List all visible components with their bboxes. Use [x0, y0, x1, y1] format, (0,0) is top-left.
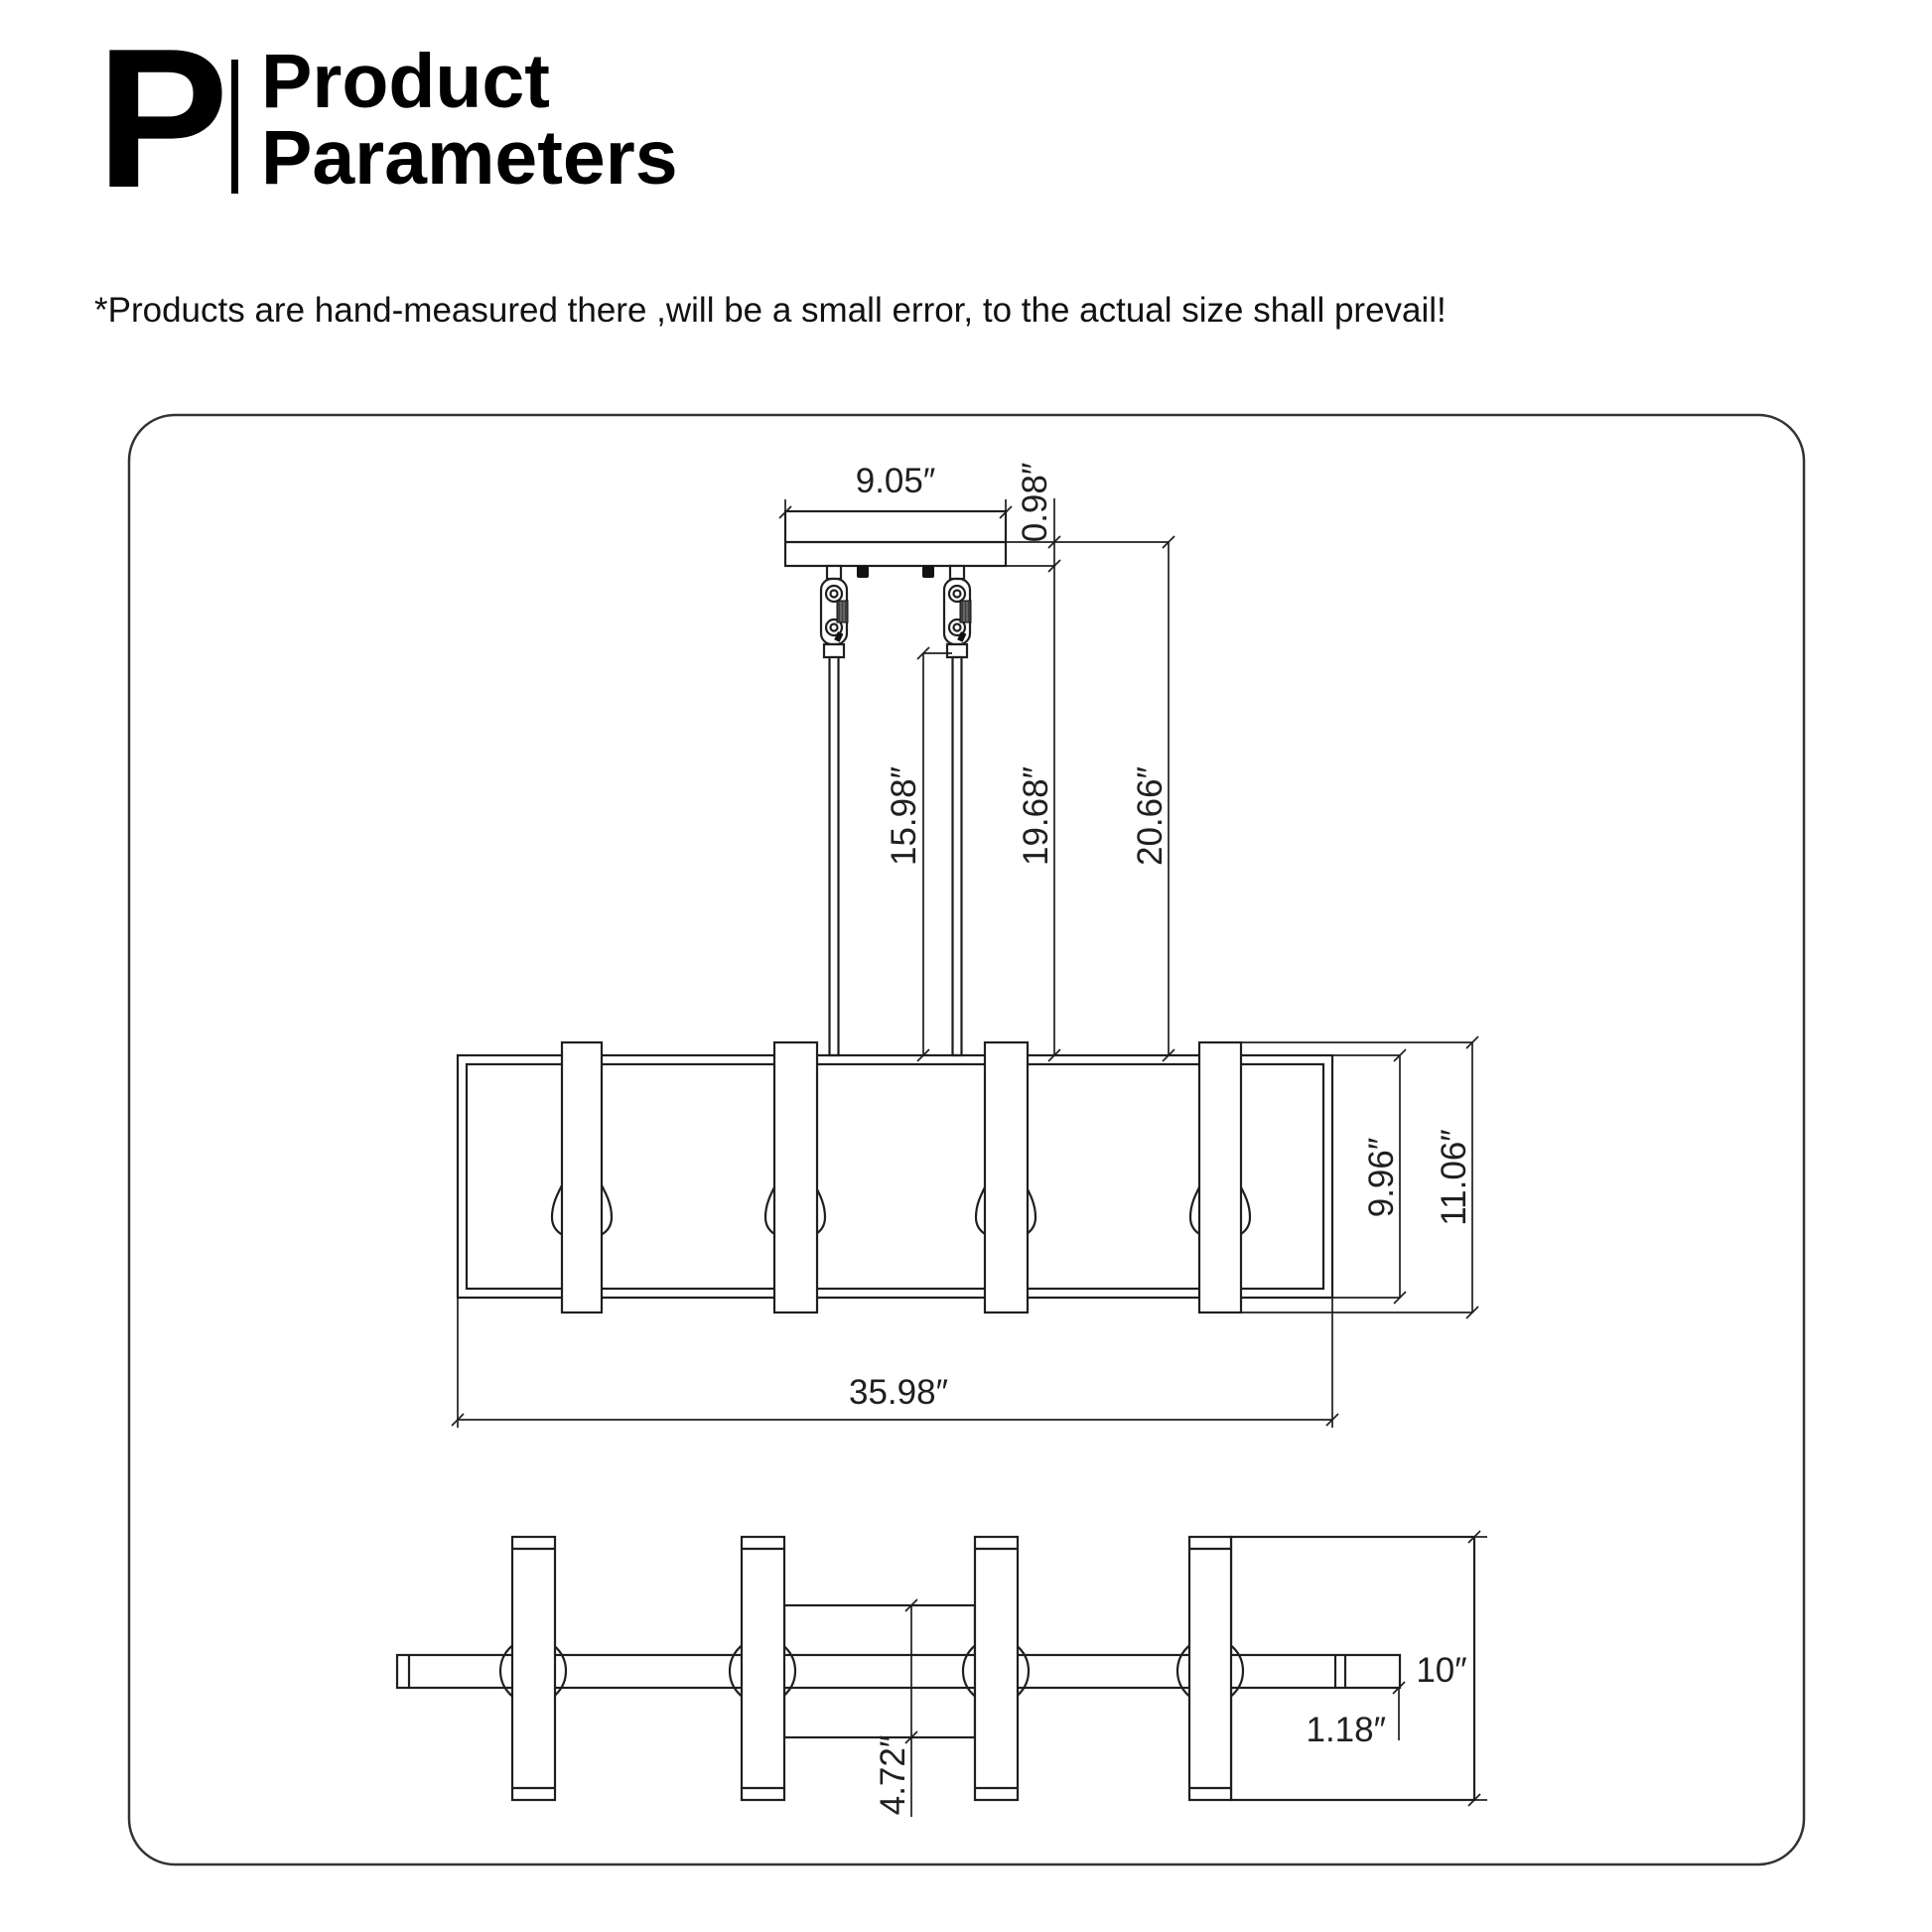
page-title-line1: Product: [261, 39, 550, 124]
dim-canopy-thickness: 0.98″: [1016, 462, 1054, 543]
logo-letter: P: [96, 8, 225, 229]
hanger-turnbuckle-right: [944, 566, 971, 1055]
dim-fixture-depth: 10″: [1416, 1651, 1467, 1690]
canopy-nub: [922, 566, 934, 578]
dim-rod-tip: 1.18″: [1306, 1711, 1386, 1749]
disclaimer-text: *Products are hand-measured there ,will be a small error, to the actual size shall prevail!: [94, 291, 1447, 330]
dim-height-to-canopy: 19.68″: [1017, 766, 1055, 866]
band: [975, 1537, 1018, 1800]
hanging-rod-left: [830, 657, 839, 1055]
dim-fixture-height: 11.06″: [1435, 1129, 1473, 1226]
strap: [774, 1042, 817, 1312]
side-view: [452, 462, 1478, 1428]
dim-fixture-length: 35.98″: [849, 1373, 948, 1412]
dim-canopy-width: 9.05″: [855, 462, 936, 500]
dim-rod-length: 15.98″: [885, 766, 923, 866]
strap: [985, 1042, 1028, 1312]
band: [1189, 1537, 1231, 1800]
hanger-turnbuckle-left: [821, 566, 848, 1055]
ceiling-canopy: [785, 511, 1006, 578]
page-title-line2: Parameters: [261, 115, 678, 201]
dim-canopy-depth: 4.72″: [874, 1734, 912, 1816]
band: [742, 1537, 784, 1800]
band: [512, 1537, 555, 1800]
dim-overall-height: 20.66″: [1131, 766, 1170, 866]
side-view-labels: [849, 462, 1473, 1412]
strap: [1199, 1042, 1241, 1312]
fixture-straps: [562, 1042, 1241, 1312]
canopy-nub: [857, 566, 869, 578]
strap: [562, 1042, 602, 1312]
top-view: [397, 1531, 1487, 1817]
bulbs: [552, 1142, 1250, 1239]
dim-shade-height: 9.96″: [1362, 1137, 1401, 1218]
hanging-rod-right: [953, 657, 962, 1055]
